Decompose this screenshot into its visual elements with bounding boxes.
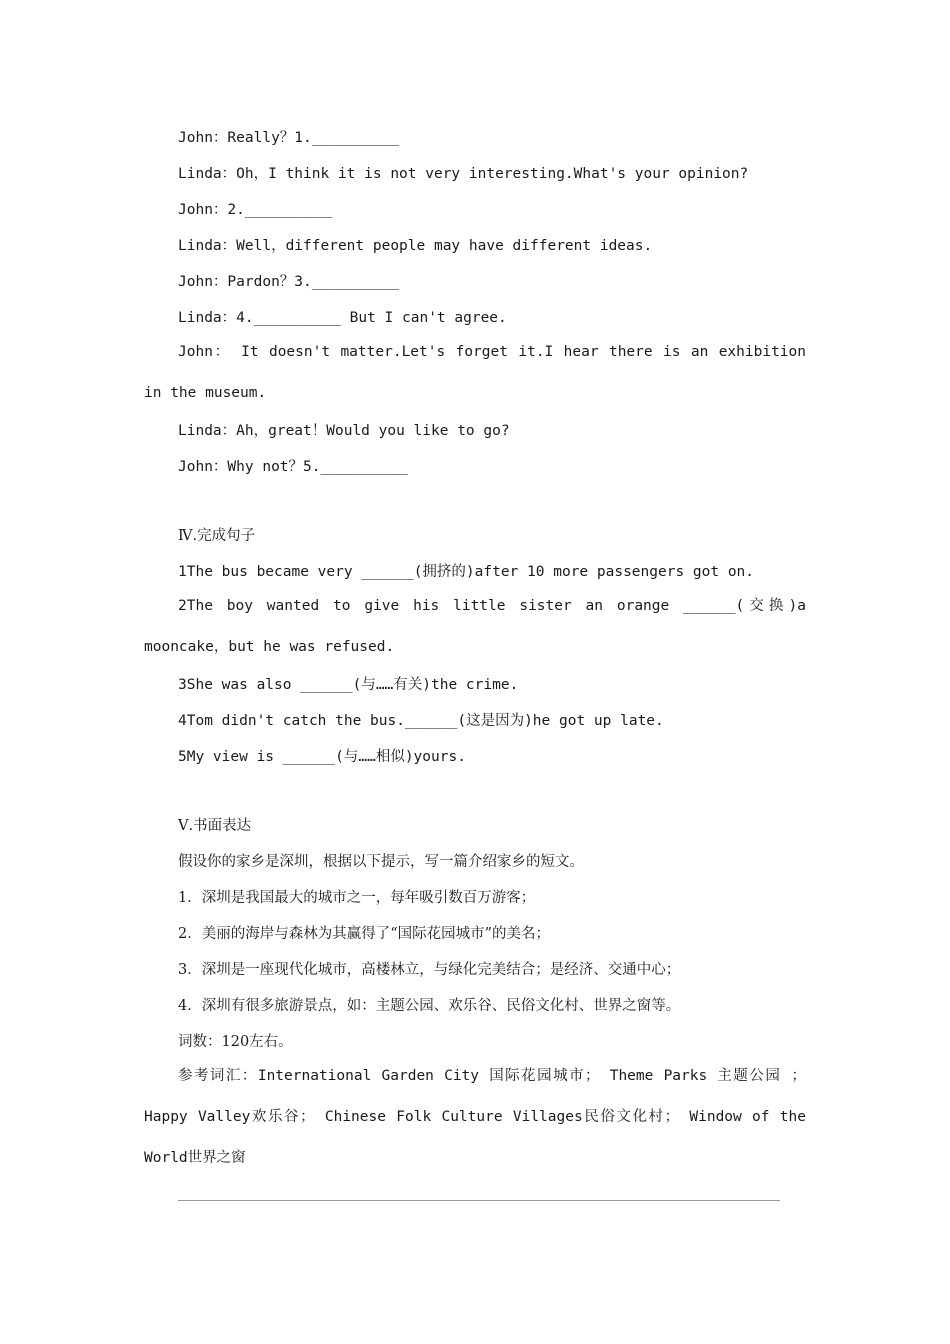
dialogue-line-6: Linda：4.__________ But I can't agree. — [178, 310, 507, 326]
dialogue-line-1: John：Really？1.__________ — [178, 130, 400, 146]
writing-point-2: 2．美丽的海岸与森林为其赢得了“国际花园城市”的美名； — [178, 926, 551, 942]
dialogue-line-8: Linda：Ah，great！Would you like to go? — [178, 423, 510, 439]
dialogue-line-9: John：Why not？5.__________ — [178, 459, 408, 475]
sentence-item-1: 1The bus became very ______(拥挤的)after 10 more passengers got on. — [178, 564, 755, 580]
sentence-item-3: 3She was also ______(与……有关)the crime. — [178, 677, 519, 693]
writing-point-1: 1．深圳是我国最大的城市之一，每年吸引数百万游客； — [178, 890, 536, 906]
dialogue-line-2: Linda：Oh，I think it is not very interesting.What's your opinion? — [178, 166, 749, 182]
sentence-item-4: 4Tom didn't catch the bus.______(这是因为)he got up late. — [178, 713, 664, 729]
writing-word-count: 词数：120左右。 — [178, 1034, 293, 1050]
sentence-item-5: 5My view is ______(与……相似)yours. — [178, 749, 466, 765]
section-heading-writing: Ⅴ.书面表达 — [178, 818, 252, 834]
dialogue-line-7: John： It doesn't matter.Let's forget it.I hear there is an exhibition in the museum. — [144, 344, 806, 401]
writing-point-3: 3．深圳是一座现代化城市，高楼林立，与绿化完美结合；是经济、交通中心； — [178, 962, 681, 978]
page-divider — [178, 1200, 780, 1201]
writing-reference-vocabulary: 参考词汇：International Garden City 国际花园城市； Theme Parks 主题公园 ；Happy Valley欢乐谷； Chinese Folk Culture Villages民俗文化村； Window of the World世界之窗 — [144, 1068, 806, 1166]
dialogue-line-3: John：2.__________ — [178, 202, 333, 218]
sentence-item-2: 2The boy wanted to give his little sister an orange ______(交换)a mooncake，but he was refused. — [144, 598, 806, 655]
dialogue-line-4: Linda：Well，different people may have different ideas. — [178, 238, 653, 254]
writing-point-4: 4．深圳有很多旅游景点，如：主题公园、欢乐谷、民俗文化村、世界之窗等。 — [178, 998, 681, 1014]
dialogue-line-5: John：Pardon？3.__________ — [178, 274, 400, 290]
writing-intro: 假设你的家乡是深圳，根据以下提示，写一篇介绍家乡的短文。 — [178, 854, 584, 870]
section-heading-complete-sentences: Ⅳ.完成句子 — [178, 528, 256, 544]
